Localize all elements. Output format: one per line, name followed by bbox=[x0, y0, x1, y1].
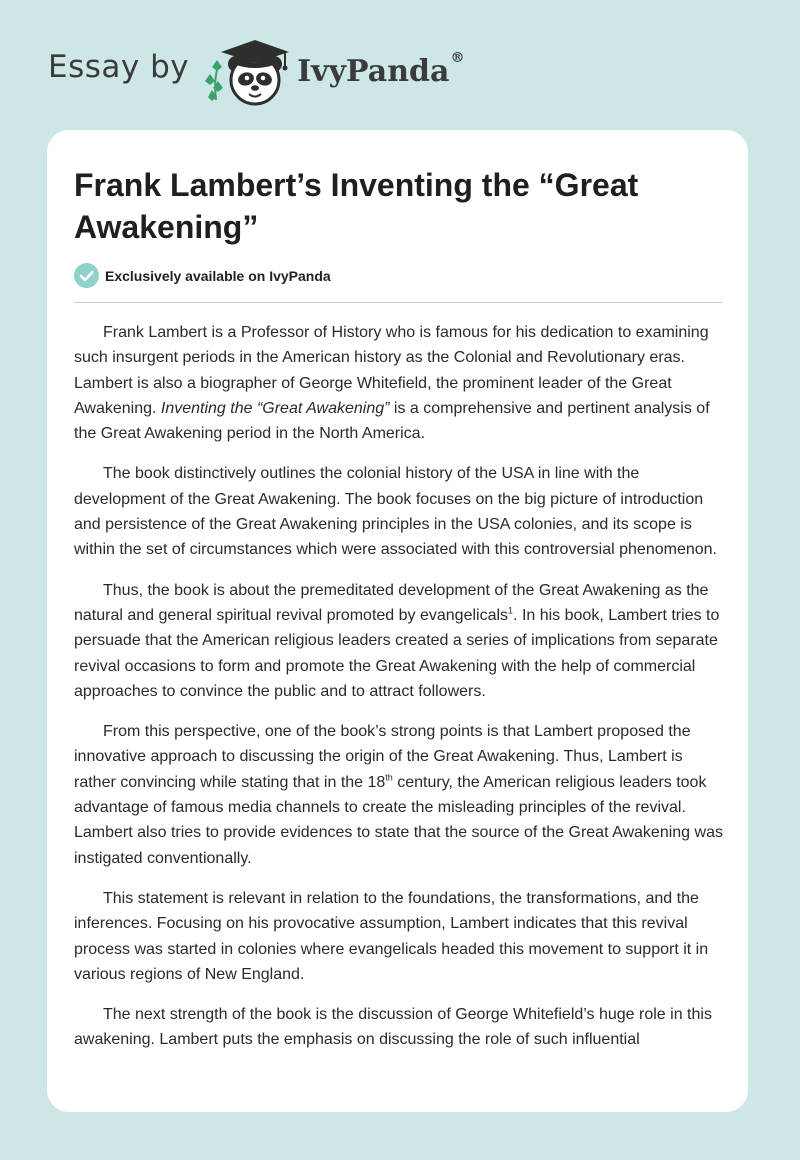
book-title-italic: Inventing the “Great Awakening” bbox=[160, 399, 390, 417]
paragraph-4-text-b: century, the American religious leaders took advantage of famous media channels to create the misleading principles of the revival. Lambert also tries to provide evidences to state that the source of the Great Awakening was instigated conventionally. bbox=[74, 773, 723, 867]
brand-prefix: Essay by bbox=[48, 49, 190, 85]
exclusive-badge bbox=[74, 263, 331, 288]
essay-body bbox=[74, 320, 724, 1068]
divider bbox=[74, 302, 722, 303]
footnote-ref-1[interactable]: 1 bbox=[508, 605, 514, 616]
paragraph-1 bbox=[74, 320, 724, 446]
brand-name[interactable] bbox=[297, 49, 465, 89]
check-circle-icon bbox=[74, 263, 99, 288]
exclusive-label: Exclusively available on IvyPanda bbox=[105, 267, 331, 284]
ordinal-suffix: th bbox=[385, 772, 393, 783]
paragraph-1-text-b: is a comprehensive and pertinent analysis of the Great Awakening period in the North America. bbox=[74, 399, 710, 443]
paragraph-5: This statement is relevant in relation to the foundations, the transformations, and the inferences. Focusing on his provocative assumption, Lambert indicates that this revival process was started in colonies where evangelicals headed this movement to support it in various regions of New England. bbox=[74, 889, 709, 983]
brand-name-text: IvyPanda bbox=[297, 53, 450, 89]
paragraph-1-text-a: Frank Lambert is a Professor of History who is famous for his dedication to examining such insurgent periods in the American history as the Colonial and Revolutionary eras. Lambert is also a biographer of George Whitefield, the prominent leader of the Great Awakening. bbox=[74, 324, 709, 417]
paragraph-4 bbox=[74, 719, 724, 871]
paragraph-2: The book distinctively outlines the colonial history of the USA in line with the development of the Great Awakening. The book focuses on the big picture of introduction and persistence of the Great Awakening principles in the USA colonies, and its scope is within the set of circumstances which were associated with this controversial phenomenon. bbox=[74, 465, 717, 559]
paragraph-4-text-a: From this perspective, one of the book’s strong points is that Lambert proposed the innovative approach to discussing the origin of the Great Awakening. Thus, Lambert is rather convincing while stating that in the 18 bbox=[74, 723, 691, 791]
site-header bbox=[48, 30, 464, 110]
essay-card bbox=[47, 130, 748, 1112]
paragraph-3-text-b: . In his book, Lambert tries to persuade that the American religious leaders created a series of implications from separate revival occasions to form and promote the Great Awakening with the help of commercial approaches to convince the public and to attract followers. bbox=[74, 606, 720, 700]
registered-mark: ® bbox=[450, 49, 465, 66]
paragraph-6: The next strength of the book is the discussion of George Whitefield’s huge role in this awakening. Lambert puts the emphasis on discussing the role of such influential bbox=[74, 1006, 712, 1049]
paragraph-3 bbox=[74, 578, 724, 704]
essay-title: Frank Lambert’s Inventing the “Great Awakening” bbox=[74, 167, 639, 245]
paragraph-3-text-a: Thus, the book is about the premeditated development of the Great Awakening as the natural and general spiritual revival promoted by evangelicals bbox=[74, 581, 709, 624]
ivypanda-logo-icon[interactable] bbox=[203, 30, 295, 110]
